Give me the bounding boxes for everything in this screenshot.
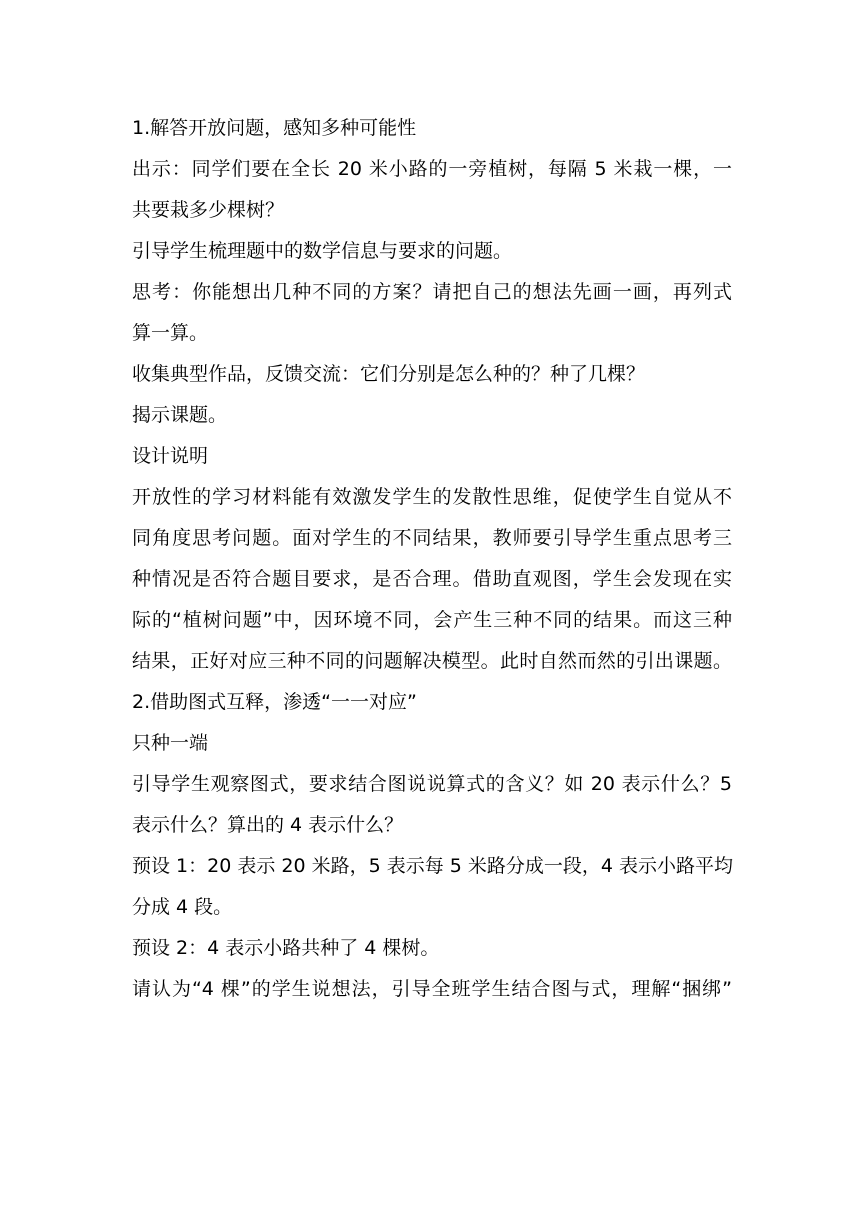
paragraph-line: 分成 4 段。 [132,896,233,918]
paragraph-line: 请认为“4 棵”的学生说想法，引导全班学生结合图与式，理解“捆绑” [132,978,732,1000]
document-body [132,108,732,1010]
paragraph-line: 思考：你能想出几种不同的方案？请把自己的想法先画一画，再列式 [132,281,732,303]
paragraph-line: 算一算。 [132,322,209,344]
paragraph-line: 际的“植树问题”中，因环境不同，会产生三种不同的结果。而这三种 [132,609,732,631]
section-heading-2: 2.借助图式互释，渗透“一一对应” [132,691,417,713]
paragraph-line: 引导学生观察图式，要求结合图说说算式的含义？如 20 表示什么？5 [132,773,732,795]
paragraph-line: 种情况是否符合题目要求，是否合理。借助直观图，学生会发现在实 [132,568,732,590]
paragraph-line: 出示：同学们要在全长 20 米小路的一旁植树，每隔 5 米栽一棵，一 [132,158,732,180]
subheading-design-notes: 设计说明 [132,445,209,467]
subheading-one-end: 只种一端 [132,732,209,754]
paragraph-line: 同角度思考问题。面对学生的不同结果，教师要引导学生重点思考三 [132,527,732,549]
paragraph-line: 收集典型作品，反馈交流：它们分别是怎么种的？种了几棵？ [132,363,646,385]
paragraph-line: 预设 2：4 表示小路共种了 4 棵树。 [132,937,440,959]
paragraph-line: 开放性的学习材料能有效激发学生的发散性思维，促使学生自觉从不 [132,486,732,508]
paragraph-line: 揭示课题。 [132,404,228,426]
paragraph-line: 预设 1：20 表示 20 米路，5 表示每 5 米路分成一段，4 表示小路平均 [132,855,734,877]
section-heading-1: 1.解答开放问题，感知多种可能性 [132,117,417,139]
paragraph-line: 引导学生梳理题中的数学信息与要求的问题。 [132,240,513,262]
paragraph-line: 共要栽多少棵树？ [132,199,285,221]
paragraph-line: 结果，正好对应三种不同的问题解决模型。此时自然而然的引出课题。 [132,650,732,672]
paragraph-line: 表示什么？算出的 4 表示什么？ [132,814,404,836]
